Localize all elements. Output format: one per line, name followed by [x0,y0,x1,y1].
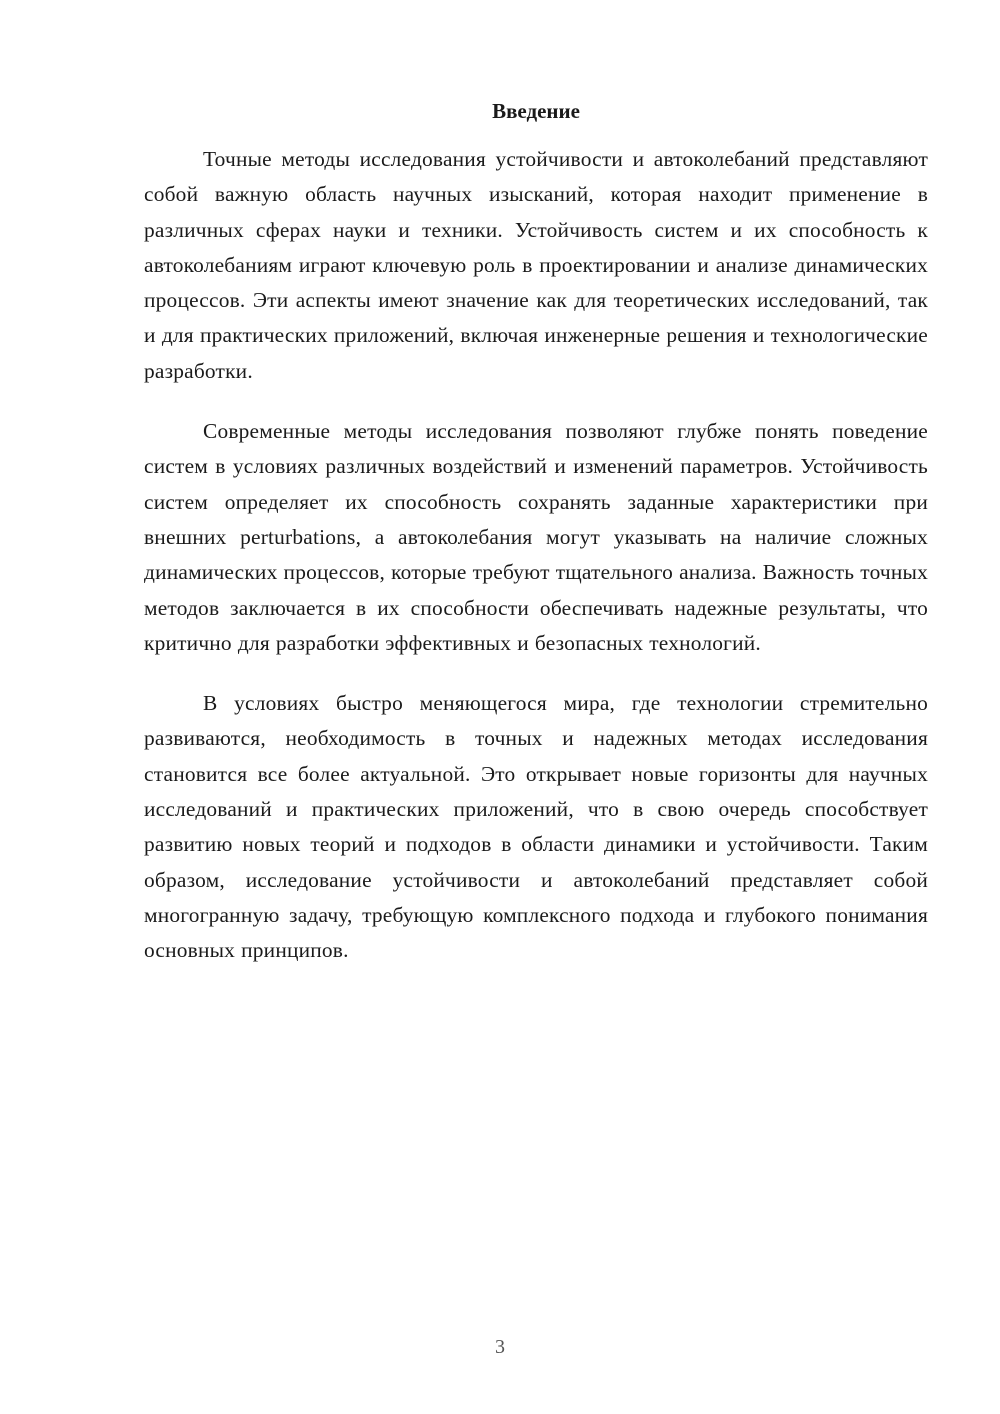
paragraph-1: Точные методы исследования устойчивости и автоколебаний представляют собой важную область научных изысканий, которая находит применение в различных сферах науки и техники. Устойчивость систем и их способность к автоколебаниям играют ключевую роль в проектировании и анализе динамических процессов. Эти аспекты имеют значение как для теоретических исследований, так и для практических приложений, включая инженерные решения и технологические разработки. [144,147,928,383]
body-text [144,142,928,969]
paragraph-2: Современные методы исследования позволяют глубже понять поведение систем в условиях различных воздействий и изменений параметров. Устойчивость систем определяет их способность сохранять заданные характеристики при внешних perturbations, а автоколебания могут указывать на наличие сложных динамических процессов, которые требуют тщательного анализа. Важность точных методов заключается в их способности обеспечивать надежные результаты, что критично для разработки эффективных и безопасных технологий. [144,419,928,655]
page-number: 3 [495,1336,505,1358]
paragraph-3: В условиях быстро меняющегося мира, где технологии стремительно развиваются, необходимость в точных и надежных методах исследования становится все более актуальной. Это открывает новые горизонты для научных исследований и практических приложений, что в свою очередь способствует развитию новых теорий и подходов в области динамики и устойчивости. Таким образом, исследование устойчивости и автоколебаний представляет собой многогранную задачу, требующую комплексного подхода и глубокого понимания основных принципов. [144,691,928,963]
section-heading: Введение [492,99,580,123]
